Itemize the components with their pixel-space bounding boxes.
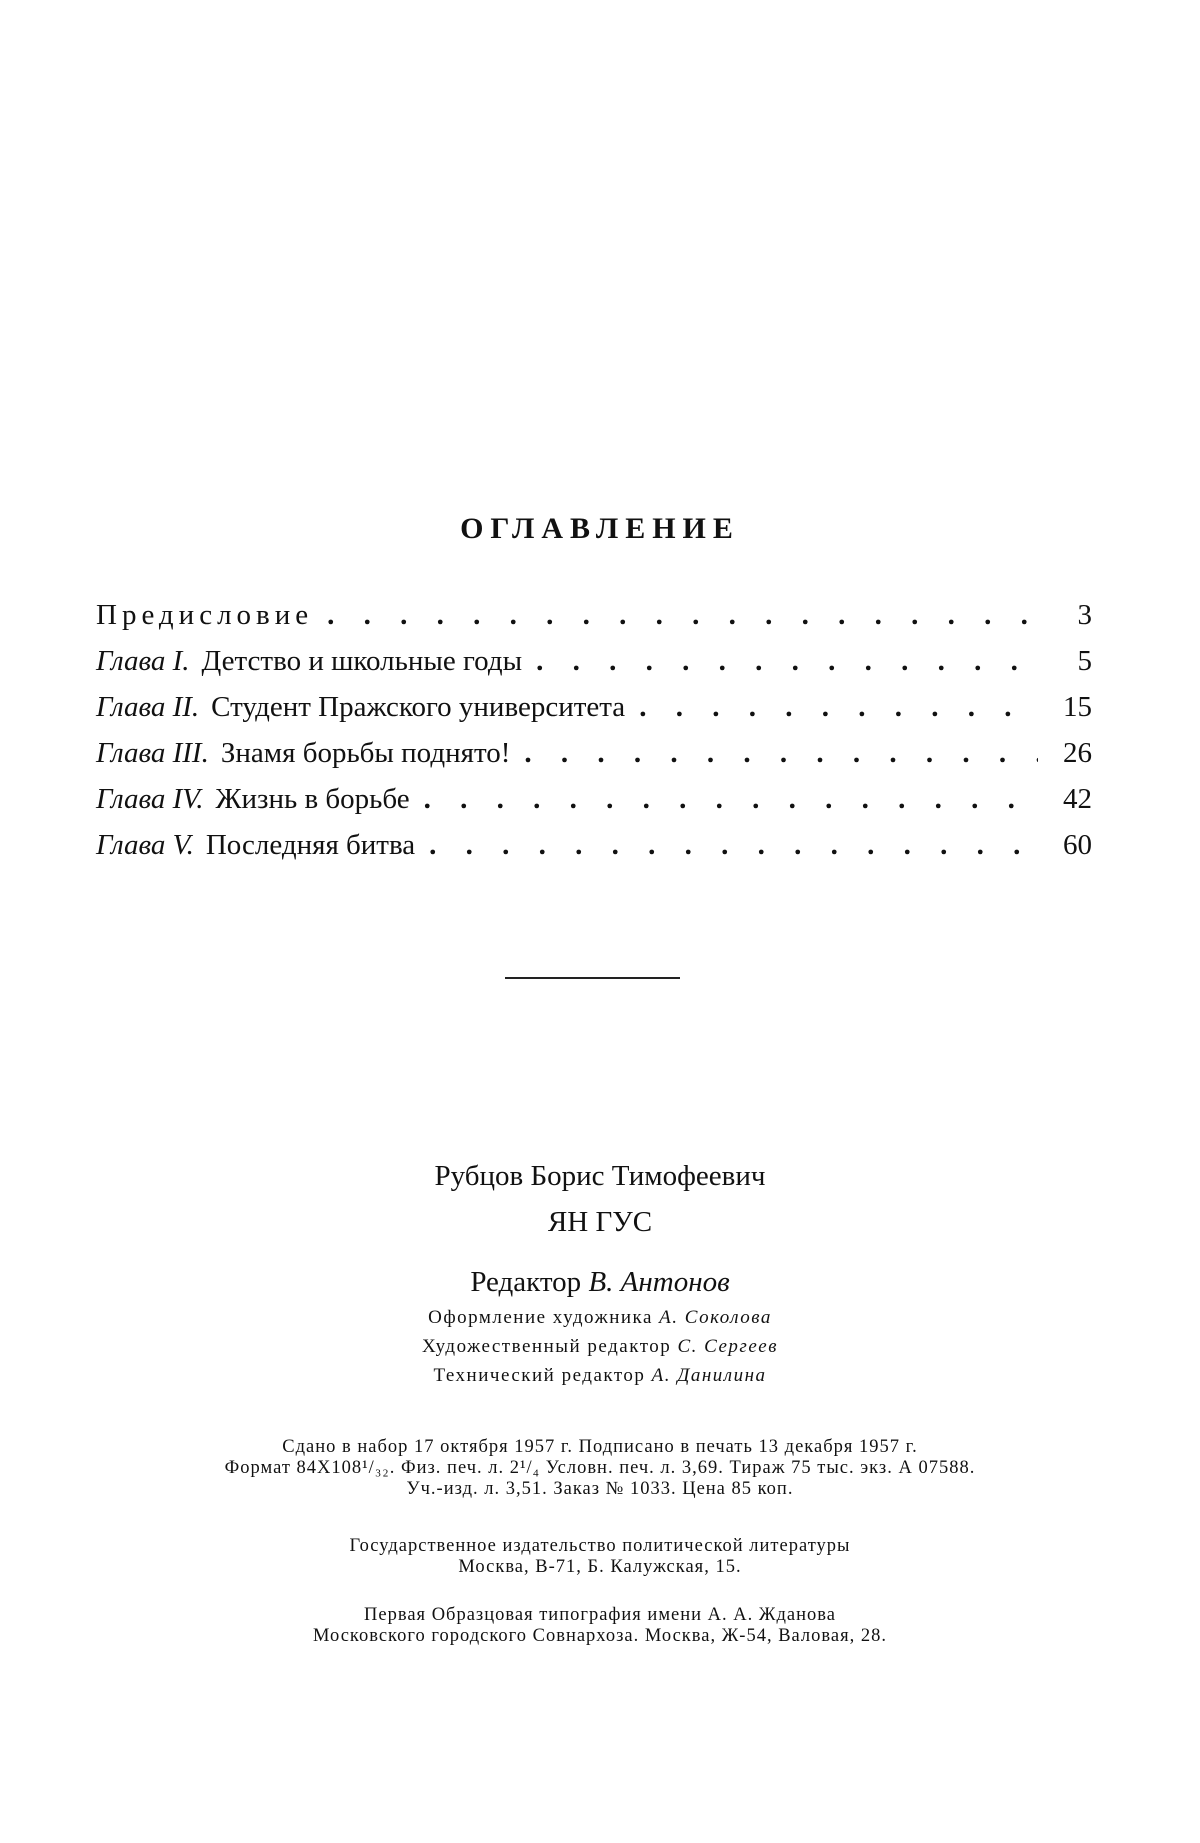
- toc-entry-page: 60: [1063, 829, 1092, 861]
- toc-entry-title: Детство и школьные годы: [201, 645, 523, 677]
- editor-line: [0, 1266, 1200, 1299]
- toc-dot-leader: [327, 592, 1038, 638]
- toc-entry-chapter-4[interactable]: [96, 776, 1092, 822]
- toc-entry-chapter-5[interactable]: [96, 822, 1092, 868]
- print-details-line: Формат 84X108¹/₃₂. Физ. печ. л. 2¹/₄ Условн. печ. л. 3,69. Тираж 75 тыс. экз. А 07588.: [224, 1458, 976, 1478]
- toc-entry-page: 26: [1063, 737, 1092, 769]
- printer-line: Московского городского Совнархоза. Москва, Ж-54, Валовая, 28.: [313, 1626, 887, 1646]
- editor-label: Редактор: [470, 1266, 582, 1298]
- table-of-contents: [96, 592, 1092, 868]
- section-divider: [505, 977, 680, 979]
- publisher-line: Москва, В-71, Б. Калужская, 15.: [458, 1557, 742, 1577]
- toc-dot-leader: [429, 822, 1038, 868]
- toc-entry-chapter: Глава I.: [96, 645, 190, 677]
- toc-entry-page: 5: [1077, 645, 1092, 677]
- toc-entry-chapter-2[interactable]: [96, 684, 1092, 730]
- toc-entry-chapter: Глава II.: [96, 691, 200, 723]
- design-credit: [0, 1307, 1200, 1329]
- toc-entry-chapter: Глава V.: [96, 829, 194, 861]
- toc-entry-chapter: Глава III.: [96, 737, 209, 769]
- toc-dot-leader: [639, 684, 1038, 730]
- toc-dot-leader: [424, 776, 1038, 822]
- toc-entry-chapter-1[interactable]: [96, 638, 1092, 684]
- art-editor-credit: [0, 1336, 1200, 1358]
- toc-entry-title: Жизнь в борьбе: [215, 783, 410, 815]
- toc-dot-leader: [524, 730, 1038, 776]
- tech-editor-name: А. Данилина: [651, 1365, 767, 1386]
- toc-entry-page: 42: [1063, 783, 1092, 815]
- book-title: ЯН ГУС: [547, 1206, 653, 1238]
- toc-entry-chapter-3[interactable]: [96, 730, 1092, 776]
- art-editor-label: Художественный редактор: [422, 1336, 672, 1357]
- toc-entry-chapter: Глава IV.: [96, 783, 204, 815]
- toc-entry-page: 15: [1063, 691, 1092, 723]
- printer-info: [0, 1605, 1200, 1647]
- print-details-line: Уч.-изд. л. 3,51. Заказ № 1033. Цена 85 коп.: [406, 1479, 794, 1499]
- toc-dot-leader: [536, 638, 1038, 684]
- tech-editor-label: Технический редактор: [433, 1365, 646, 1386]
- tech-editor-credit: [0, 1365, 1200, 1387]
- printer-line: Первая Образцовая типография имени А. А. Жданова: [364, 1605, 836, 1625]
- toc-entry-title: Последняя битва: [205, 829, 416, 861]
- toc-entry-preface[interactable]: [96, 592, 1092, 638]
- toc-heading: ОГЛАВЛЕНИЕ: [460, 512, 740, 545]
- design-label: Оформление художника: [428, 1307, 653, 1328]
- toc-entry-title: Знамя борьбы поднято!: [220, 737, 511, 769]
- publisher-info: [0, 1536, 1200, 1578]
- toc-entry-title: Студент Пражского университета: [211, 691, 626, 723]
- author-name: Рубцов Борис Тимофеевич: [434, 1160, 766, 1192]
- publisher-line: Государственное издательство политической литературы: [349, 1536, 851, 1556]
- editor-name: В. Антонов: [588, 1266, 730, 1298]
- print-details-line: Сдано в набор 17 октября 1957 г. Подписано в печать 13 декабря 1957 г.: [282, 1437, 918, 1457]
- print-details: [0, 1437, 1200, 1500]
- design-name: А. Соколова: [659, 1307, 772, 1328]
- toc-entry-title: Предисловие: [96, 599, 314, 631]
- art-editor-name: С. Сергеев: [677, 1336, 778, 1357]
- toc-entry-page: 3: [1077, 599, 1092, 631]
